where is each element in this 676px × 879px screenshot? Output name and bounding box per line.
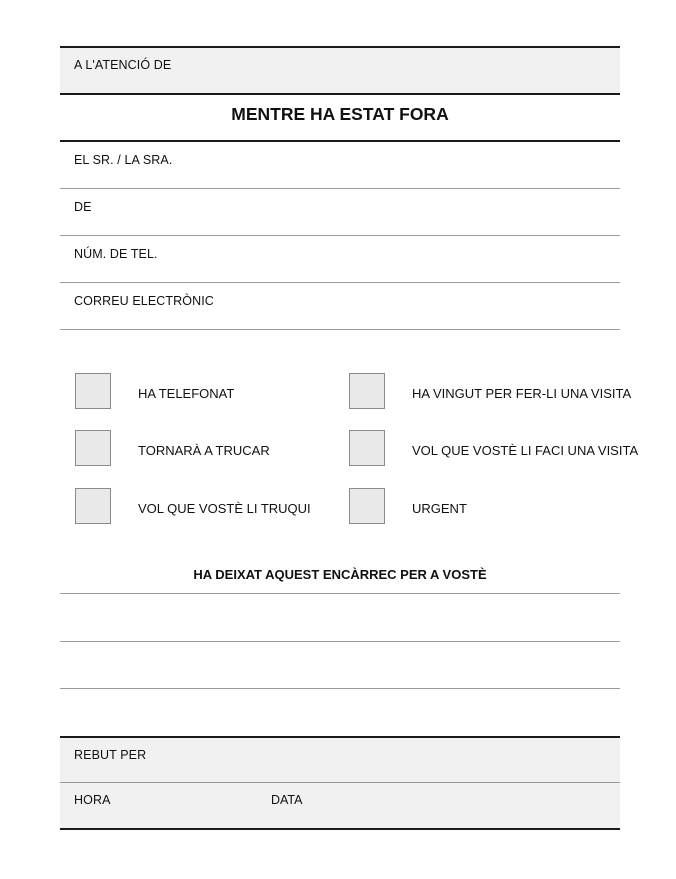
checkbox-label: VOL QUE VOSTÈ LI FACI UNA VISITA — [412, 443, 639, 458]
from-label: DE — [74, 200, 92, 214]
checkbox-box[interactable] — [75, 488, 111, 524]
time-label: HORA — [74, 793, 111, 807]
checkbox-label: URGENT — [412, 501, 467, 516]
checkbox-label: HA VINGUT PER FER-LI UNA VISITA — [412, 386, 632, 401]
received-by-field[interactable] — [60, 736, 620, 783]
checkbox-box[interactable] — [349, 430, 385, 466]
from-field[interactable] — [60, 189, 620, 236]
title-row — [60, 95, 620, 142]
date-label: DATA — [271, 793, 303, 807]
message-line[interactable] — [60, 641, 620, 689]
message-line[interactable] — [60, 593, 620, 641]
email-label: CORREU ELECTRÒNIC — [74, 294, 214, 308]
form-title: MENTRE HA ESTAT FORA — [231, 104, 449, 124]
email-field[interactable] — [60, 283, 620, 330]
attention-field[interactable] — [60, 46, 620, 95]
phone-label: NÚM. DE TEL. — [74, 247, 158, 261]
checkbox-label: HA TELEFONAT — [138, 386, 235, 401]
checkbox-box[interactable] — [75, 430, 111, 466]
name-field[interactable] — [60, 142, 620, 189]
message-form — [60, 46, 620, 330]
checkbox-box[interactable] — [349, 373, 385, 409]
name-label: EL SR. / LA SRA. — [74, 153, 173, 167]
checkbox-label: VOL QUE VOSTÈ LI TRUQUI — [138, 501, 311, 516]
checkbox-grid — [60, 372, 640, 532]
received-by-label: REBUT PER — [74, 748, 147, 762]
checkbox-box[interactable] — [75, 373, 111, 409]
phone-field[interactable] — [60, 236, 620, 283]
checkbox-box[interactable] — [349, 488, 385, 524]
time-date-row[interactable] — [60, 783, 620, 830]
message-title: HA DEIXAT AQUEST ENCÀRREC PER A VOSTÈ — [193, 567, 487, 582]
message-area[interactable] — [60, 593, 620, 736]
checkbox-label: TORNARÀ A TRUCAR — [138, 443, 270, 458]
received-section — [60, 736, 620, 830]
attention-label: A L'ATENCIÓ DE — [74, 58, 172, 72]
message-line[interactable] — [60, 688, 620, 736]
